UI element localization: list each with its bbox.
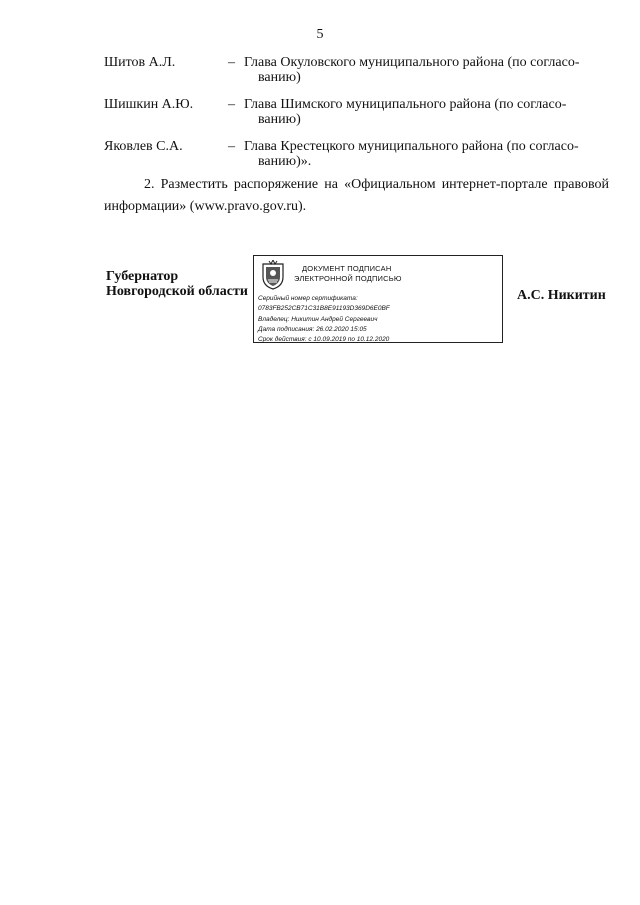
publication-paragraph: 2. Разместить распоряжение на «Официальном интернет-портале правовой информации» (www.pravo.gov.ru). (104, 177, 609, 214)
roster-desc (244, 97, 616, 127)
roster-desc-line2: ванию)». (258, 154, 312, 169)
roster-desc-line2: ванию) (258, 112, 301, 127)
stamp-header (294, 264, 444, 284)
roster (104, 55, 624, 181)
roster-name: Яковлев С.А. (104, 139, 183, 154)
stamp-details (258, 294, 390, 345)
governor-title-line2: Новгородской области (106, 284, 248, 299)
coat-of-arms-icon (260, 260, 286, 290)
roster-desc (244, 139, 616, 169)
roster-dash: – (228, 55, 235, 70)
stamp-header-line2: ЭЛЕКТРОННОЙ ПОДПИСЬЮ (294, 274, 402, 283)
stamp-signed-date: Дата подписания: 26.02.2020 15:05 (258, 325, 367, 333)
stamp-serial-value: 0783FB252CB71C31B8E91193D369D6E0BF (258, 305, 390, 313)
roster-row (104, 139, 624, 169)
page-number: 5 (316, 27, 324, 42)
roster-dash: – (228, 97, 235, 112)
roster-dash: – (228, 139, 235, 154)
stamp-validity: Срок действия: с 10.09.2019 по 10.12.2020 (258, 336, 390, 344)
electronic-signature-stamp (253, 255, 503, 343)
roster-name: Шитов А.Л. (104, 55, 176, 70)
roster-desc-line2: ванию) (258, 70, 301, 85)
roster-desc (244, 55, 616, 85)
signer-name: А.С. Никитин (517, 288, 606, 303)
roster-desc-line1: Глава Окуловского муниципального района (по согласо- (244, 55, 580, 70)
roster-row (104, 55, 624, 85)
stamp-owner: Владелец: Никитин Андрей Сергеевич (258, 315, 378, 323)
governor-title-line1: Губернатор (106, 269, 179, 284)
stamp-serial-label: Серийный номер сертификата: (258, 295, 358, 302)
stamp-header-line1: ДОКУМЕНТ ПОДПИСАН (302, 264, 392, 273)
roster-name: Шишкин А.Ю. (104, 97, 194, 112)
roster-row (104, 97, 624, 127)
governor-title (106, 269, 248, 299)
roster-desc-line1: Глава Шимского муниципального района (по согласо- (244, 97, 567, 112)
roster-desc-line1: Глава Крестецкого муниципального района (по согласо- (244, 139, 579, 154)
signature-block (0, 250, 640, 350)
